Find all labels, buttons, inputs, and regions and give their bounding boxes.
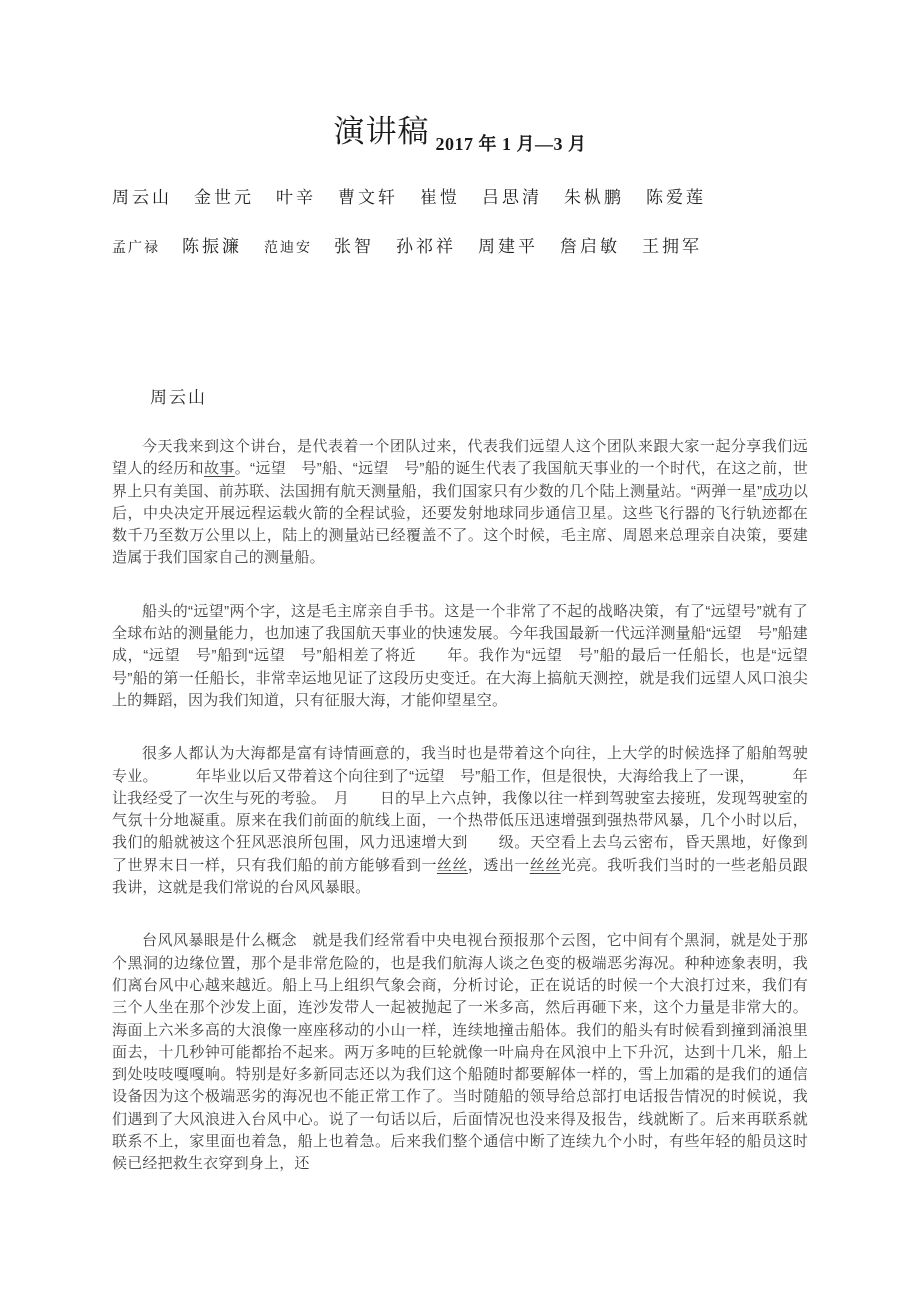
document-title: 演讲稿 bbox=[333, 114, 430, 149]
name-item: 吕思清 bbox=[482, 188, 542, 207]
underlined-text: 丝丝 bbox=[436, 856, 468, 874]
name-item: 孟广禄 bbox=[112, 241, 160, 256]
paragraph-text: 光亮。我听我们当时的一些老船员跟我讲，这就是我们常说的台风风暴眼。 bbox=[112, 856, 809, 897]
name-item: 叶辛 bbox=[276, 188, 316, 207]
name-item: 崔愷 bbox=[420, 188, 460, 207]
paragraph-text: 船头的“远望”两个字，这是毛主席亲自手书。这是一个非常了不起的战略决策，有了“远望号”就有了全球布站的测量能力，也加速了我国航天事业的快速发展。今年我国最新一代远洋测量船“远望 号”船建成，“远望 号”船到“远望 号”船相差了将近 年。我作为“远望 号”船的最后一任船长，也是“远望 号”船的第一任船长，非常幸运地见证了这段历史变迁。在大海上搞航天测控，就是我们远望人风口浪尖上的舞蹈，因为我们知道，只有征服大海，才能仰望星空。 bbox=[112, 602, 824, 709]
paragraph bbox=[112, 743, 808, 899]
underlined-text: 成功 bbox=[762, 482, 793, 500]
document-content bbox=[112, 0, 824, 1176]
paragraph bbox=[112, 601, 824, 712]
names-row-2 bbox=[112, 232, 808, 257]
paragraphs-container bbox=[112, 436, 824, 1176]
name-item: 周云山 bbox=[112, 188, 172, 207]
name-item: 陈爱莲 bbox=[646, 188, 706, 207]
name-item: 孙祁祥 bbox=[396, 237, 456, 256]
underlined-text: 故事 bbox=[204, 460, 235, 478]
name-item: 朱枞鹏 bbox=[564, 188, 624, 207]
name-item: 王拥军 bbox=[642, 237, 702, 256]
paragraph-text: 以后，中央决定开展远程运载火箭的全程试验，还要发射地球同步通信卫星。这些飞行器的飞行轨迹都在数千乃至数万公里以上，陆上的测量站已经覆盖不了。这个时候，毛主席、周恩来总理亲自决策，要建造属于我们国家自己的测量船。 bbox=[112, 482, 809, 567]
document-date: 2017 年 1 月—3 月 bbox=[435, 134, 587, 154]
name-item: 范迪安 bbox=[264, 241, 312, 256]
paragraph-text: 今天我来到这个讲台，是代表着一个团队过来，代表我们远望人这个团队来跟大家一起分享我们远望人的经历和 bbox=[112, 438, 808, 478]
paragraph-text: 很多人都认为大海都是富有诗情画意的，我当时也是带着这个向往，上大学的时候选择了船舶驾驶专业。 年毕业以后又带着这个向往到了“远望 号”船工作，但是很快，大海给我上了一课， 年让我经受了一次生与死的考验。 月 日的早上六点钟，我像以往一样到驾驶室去接班，发现驾驶室的气氛十分地凝重。原来在我们前面的航线上面，一个热带低压迅速增强到强热带风暴，几个小时以后，我们的船就被这个狂风恶浪所包围，风力迅速增大到 级。天空看上去乌云密布，昏天黑地，好像到了世界末日一样，只有我们船的前方能够看到一 bbox=[112, 745, 808, 874]
paragraph-text: 。“远望 号”船、“远望 号”船的诞生代表了我国航天事业的一个时代，在这之前，世界上只有美国、前苏联、法国拥有航天测量船，我们国家只有少数的几个陆上测量站。“两弹一星” bbox=[112, 460, 809, 500]
paragraph bbox=[112, 930, 808, 1175]
name-item: 张智 bbox=[334, 237, 374, 256]
name-item: 詹启敏 bbox=[560, 237, 620, 256]
document-title-row bbox=[112, 0, 808, 154]
name-item: 周建平 bbox=[478, 237, 538, 256]
name-item: 金世元 bbox=[194, 188, 254, 207]
speaker-heading: 周云山 bbox=[150, 388, 207, 407]
underlined-text: 丝丝 bbox=[529, 856, 561, 874]
paragraph bbox=[112, 436, 808, 570]
name-item: 曹文轩 bbox=[338, 188, 398, 207]
name-item: 陈振濂 bbox=[182, 237, 242, 256]
names-row-1 bbox=[112, 183, 808, 208]
paragraph-text: 台风风暴眼是什么概念 就是我们经常看中央电视台预报那个云图，它中间有个黑洞，就是处于那个黑洞的边缘位置，那个是非常危险的，也是我们航海人谈之色变的极端恶劣海况。种种迹象表明，我们离台风中心越来越近。船上马上组织气象会商，分析讨论，正在说话的时候一个大浪打过来，我们有三个人坐在那个沙发上面，连沙发带人一起被抛起了一米多高，然后再砸下来，这个力量是非常大的。海面上六米多高的大浪像一座座移动的小山一样，连续地撞击船体。我们的船头有时候看到撞到涌浪里面去，十几秒钟可能都抬不起来。两万多吨的巨轮就像一叶扁舟在风浪中上下升沉，达到十几米，船上到处吱吱嘎嘎响。特别是好多新同志还以为我们这个船随时都要解体一样的，雪上加霜的是我们的通信设备因为这个极端恶劣的海况也不能正常工作了。当时随船的领导给总部打电话报告情况的时候说，我们遇到了大风浪进入台风中心。说了一句话以后，后面情况也没来得及报告，线就断了。后来再联系就联系不上，家里面也着急，船上也着急。后来我们整个通信中断了连续九个小时，有些年轻的船员这时候已经把救生衣穿到身上，还 bbox=[112, 932, 808, 1173]
paragraph-text: ，透出一 bbox=[467, 856, 530, 874]
